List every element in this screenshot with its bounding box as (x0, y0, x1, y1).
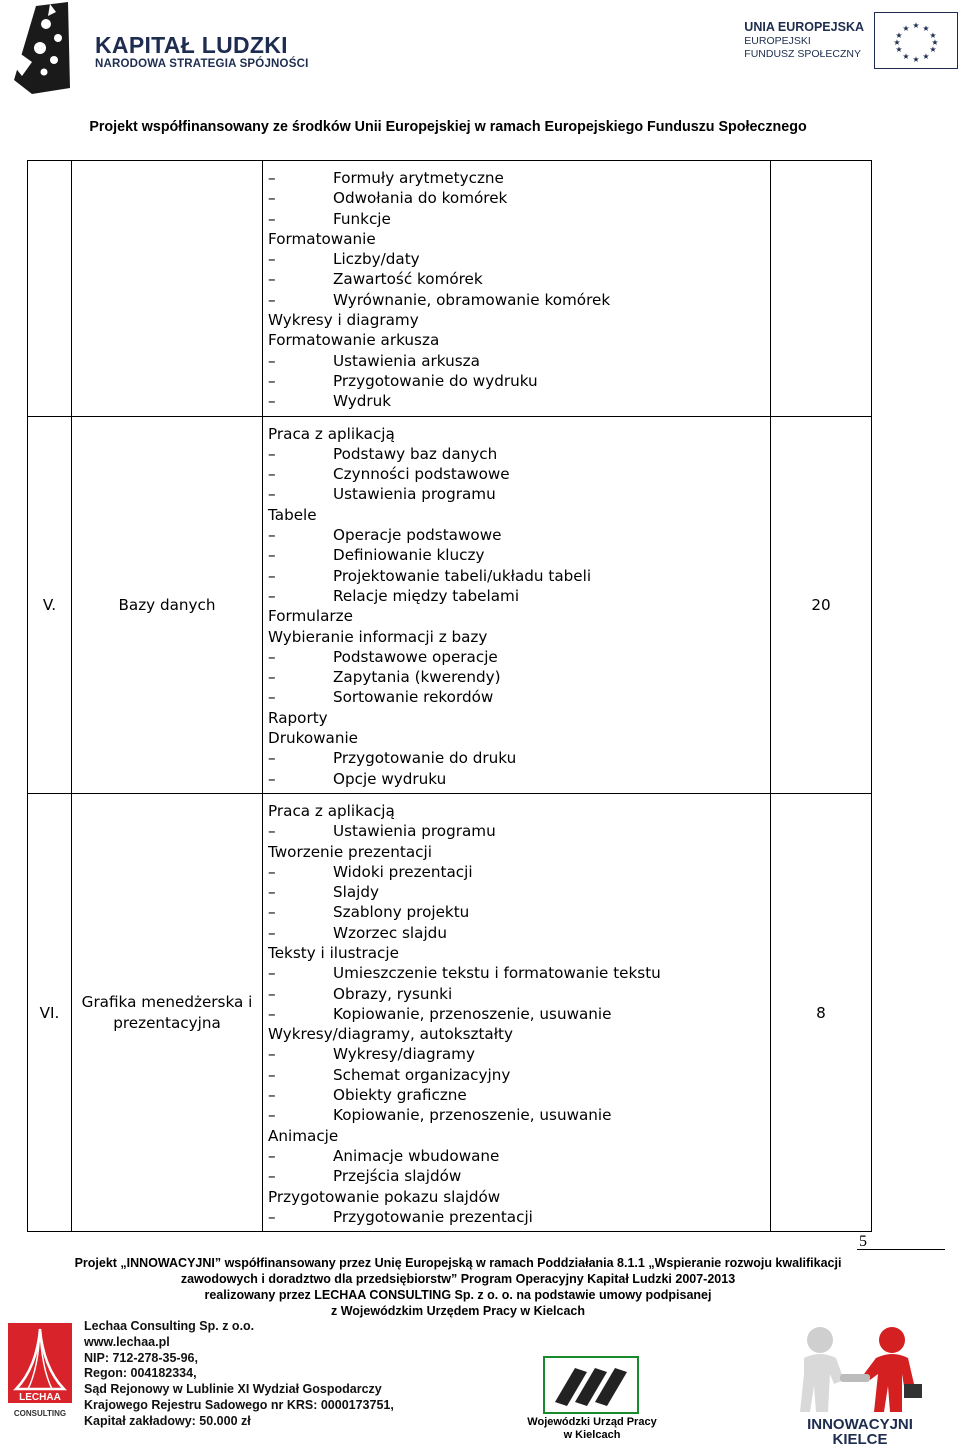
topic-text: Relacje między tabelami (333, 586, 520, 605)
topic-text: Odwołania do komórek (333, 189, 508, 208)
dash-bullet: – (268, 688, 276, 707)
topic-text: Liczby/daty (333, 250, 420, 269)
topic-text: Przygotowanie pokazu slajdów (268, 1187, 501, 1206)
wup-logo (524, 1354, 660, 1444)
topic-subitem (268, 525, 770, 545)
topic-subitem (268, 391, 770, 411)
topic-heading (268, 424, 770, 444)
topic-subitem (268, 862, 770, 882)
company-info-line: Krajowego Rejestru Sadowego nr KRS: 0000173751, (84, 1397, 394, 1412)
kapital-ludzki-logo (10, 2, 72, 94)
topic-subitem (268, 566, 770, 586)
innowacyjni-label-line1: INNOWACYJNI (807, 1416, 913, 1433)
module-number: VI. (28, 793, 72, 1231)
wup-label-line2: w Kielcach (563, 1428, 621, 1441)
dash-bullet: – (268, 270, 276, 289)
lechaa-logo-text: LECHAA (19, 1392, 61, 1403)
svg-text:★: ★ (912, 54, 920, 63)
kapital-ludzki-emblem-icon (10, 2, 72, 94)
svg-text:★: ★ (895, 30, 903, 40)
dash-bullet: – (268, 769, 276, 788)
dash-bullet: – (268, 209, 276, 228)
topic-subitem (268, 209, 770, 229)
topic-heading (268, 330, 770, 350)
module-topics (263, 793, 771, 1231)
topic-subitem (268, 1004, 770, 1024)
innowacyjni-label (790, 1417, 930, 1447)
dash-bullet: – (268, 964, 276, 983)
table-row (28, 416, 872, 793)
topic-text: Opcje wydruku (333, 769, 447, 788)
svg-text:★: ★ (895, 44, 903, 54)
dash-bullet: – (268, 546, 276, 565)
dash-bullet: – (268, 668, 276, 687)
topic-subitem (268, 444, 770, 464)
topic-heading (268, 708, 770, 728)
project-info-line: Projekt „INNOWACYJNI” współfinansowany przez Unię Europejską w ramach Poddziałania 8.1.1 „Wspieranie rozwoju kwalifikacji (74, 1256, 842, 1270)
project-info (30, 1255, 886, 1319)
eu-stars-icon (886, 19, 946, 63)
topic-subitem (268, 687, 770, 707)
topic-subitem (268, 351, 770, 371)
topic-text: Widoki prezentacji (333, 862, 473, 881)
topic-text: Formularze (268, 607, 353, 626)
dash-bullet: – (268, 586, 276, 605)
svg-text:★: ★ (902, 51, 910, 61)
topic-subitem (268, 1085, 770, 1105)
topic-text: Obrazy, rysunki (333, 984, 453, 1003)
topic-subitem (268, 1166, 770, 1186)
dash-bullet: – (268, 566, 276, 585)
dash-bullet: – (268, 351, 276, 370)
topic-subitem (268, 1044, 770, 1064)
topic-text: Projektowanie tabeli/układu tabeli (333, 566, 592, 585)
topic-text: Praca z aplikacją (268, 424, 395, 443)
table-row (28, 161, 872, 417)
project-info-line: realizowany przez LECHAA CONSULTING Sp. z o. o. na podstawie umowy podpisanej (204, 1288, 712, 1302)
topic-text: Umieszczenie tekstu i formatowanie tekstu (333, 964, 661, 983)
topic-text: Wybieranie informacji z bazy (268, 627, 488, 646)
dash-bullet: – (268, 1004, 276, 1023)
topic-subitem (268, 484, 770, 504)
svg-text:★: ★ (912, 20, 920, 30)
topic-subitem (268, 647, 770, 667)
topic-text: Szablony projektu (333, 903, 470, 922)
topic-text: Ustawienia programu (333, 485, 496, 504)
company-info-line: Sąd Rejonowy w Lublinie XI Wydział Gospodarczy (84, 1382, 382, 1397)
innowacyjni-label-line2: KIELCE (832, 1431, 888, 1448)
topic-text: Przygotowanie do druku (333, 749, 517, 768)
topic-text: Przygotowanie prezentacji (333, 1207, 533, 1226)
topic-text: Podstawy baz danych (333, 444, 498, 463)
topic-text: Przygotowanie do wydruku (333, 371, 538, 390)
module-name (72, 161, 263, 417)
topic-subitem (268, 882, 770, 902)
dash-bullet: – (268, 1146, 276, 1165)
wup-label (524, 1416, 660, 1441)
eu-label-line2: EUROPEJSKI (744, 35, 811, 47)
topic-text: Podstawowe operacje (333, 647, 498, 666)
topic-subitem (268, 984, 770, 1004)
topic-heading (268, 1024, 770, 1044)
topic-subitem (268, 748, 770, 768)
topic-subitem (268, 290, 770, 310)
topic-text: Wykresy/diagramy (333, 1045, 475, 1064)
wup-label-line1: Wojewódzki Urząd Pracy (527, 1416, 657, 1428)
lechaa-tower-icon (8, 1323, 72, 1419)
dash-bullet: – (268, 1065, 276, 1084)
topic-heading (268, 1187, 770, 1207)
dash-bullet: – (268, 749, 276, 768)
topic-text: Praca z aplikacją (268, 801, 395, 820)
topic-text: Wykresy i diagramy (268, 311, 419, 330)
topic-subitem (268, 371, 770, 391)
module-hours: 8 (771, 793, 872, 1231)
eu-flag (874, 12, 958, 69)
topic-text: Wzorzec slajdu (333, 923, 447, 942)
svg-text:★: ★ (929, 44, 937, 54)
topic-text: Zapytania (kwerendy) (333, 668, 501, 687)
dash-bullet: – (268, 923, 276, 942)
topic-subitem (268, 249, 770, 269)
topic-text: Zawartość komórek (333, 270, 483, 289)
course-program-table (27, 160, 872, 1232)
company-info-line: NIP: 712-278-35-96, (84, 1350, 198, 1365)
dash-bullet: – (268, 1106, 276, 1125)
wup-emblem (543, 1356, 639, 1414)
dash-bullet: – (268, 1207, 276, 1226)
module-name: Bazy danych (72, 416, 263, 793)
topic-heading (268, 229, 770, 249)
svg-text:★: ★ (931, 37, 939, 47)
topic-subitem (268, 188, 770, 208)
topic-text: Kopiowanie, przenoszenie, usuwanie (333, 1004, 612, 1023)
module-topics (263, 161, 771, 417)
topic-text: Funkcje (333, 209, 391, 228)
topic-text: Formatowanie arkusza (268, 331, 440, 350)
svg-text:★: ★ (929, 30, 937, 40)
topic-subitem (268, 1207, 770, 1227)
company-info-line: www.lechaa.pl (84, 1334, 170, 1349)
topic-text: Sortowanie rekordów (333, 688, 494, 707)
topic-text: Czynności podstawowe (333, 465, 510, 484)
topic-subitem (268, 821, 770, 841)
dash-bullet: – (268, 1086, 276, 1105)
topic-text: Wydruk (333, 392, 392, 411)
kapital-ludzki-subtitle: NARODOWA STRATEGIA SPÓJNOŚCI (95, 58, 309, 70)
project-info-line: z Wojewódzkim Urzędem Pracy w Kielcach (330, 1304, 586, 1318)
dash-bullet: – (268, 984, 276, 1003)
dash-bullet: – (268, 250, 276, 269)
eu-label (744, 20, 864, 61)
dash-bullet: – (268, 465, 276, 484)
topic-heading (268, 310, 770, 330)
topic-heading (268, 943, 770, 963)
topic-subitem (268, 269, 770, 289)
dash-bullet: – (268, 862, 276, 881)
topic-text: Ustawienia arkusza (333, 351, 480, 370)
topic-subitem (268, 1146, 770, 1166)
topic-text: Teksty i ilustracje (268, 943, 399, 962)
topic-subitem (268, 586, 770, 606)
topic-text: Animacje wbudowane (333, 1146, 500, 1165)
dash-bullet: – (268, 290, 276, 309)
topic-text: Slajdy (333, 883, 380, 902)
topic-heading (268, 842, 770, 862)
topic-subitem (268, 902, 770, 922)
module-topics (263, 416, 771, 793)
dash-bullet: – (268, 903, 276, 922)
wup-cards-icon (545, 1358, 636, 1411)
topic-subitem (268, 545, 770, 565)
topic-heading (268, 505, 770, 525)
dash-bullet: – (268, 371, 276, 390)
dash-bullet: – (268, 1167, 276, 1186)
dash-bullet: – (268, 883, 276, 902)
dash-bullet: – (268, 189, 276, 208)
topic-heading (268, 606, 770, 626)
topic-text: Animacje (268, 1126, 339, 1145)
topic-subitem (268, 464, 770, 484)
topic-text: Formatowanie (268, 229, 376, 248)
dash-bullet: – (268, 822, 276, 841)
topic-subitem (268, 963, 770, 983)
topic-subitem (268, 168, 770, 188)
topic-text: Obiekty graficzne (333, 1086, 467, 1105)
topic-heading (268, 728, 770, 748)
topic-subitem (268, 923, 770, 943)
company-info-line: Regon: 004182334, (84, 1366, 197, 1381)
svg-text:★: ★ (922, 51, 930, 61)
page-header (0, 0, 960, 150)
topic-text: Operacje podstawowe (333, 526, 502, 545)
topic-text: Ustawienia programu (333, 822, 496, 841)
dash-bullet: – (268, 485, 276, 504)
dash-bullet: – (268, 526, 276, 545)
kapital-ludzki-title: KAPITAŁ LUDZKI (95, 32, 288, 58)
topic-subitem (268, 1065, 770, 1085)
dash-bullet: – (268, 392, 276, 411)
module-number: V. (28, 416, 72, 793)
topic-subitem (268, 1105, 770, 1125)
topic-text: Drukowanie (268, 729, 359, 748)
module-number (28, 161, 72, 417)
topic-heading (268, 801, 770, 821)
cofinancing-note: Projekt współfinansowany ze środków Unii Europejskiej w ramach Europejskiego Funduszu Społecznego (89, 119, 807, 135)
dash-bullet: – (268, 647, 276, 666)
module-name: Grafika menedżerska i prezentacyjna (72, 793, 263, 1231)
company-info-line: Kapitał zakładowy: 50.000 zł (84, 1413, 251, 1428)
company-info (84, 1319, 394, 1430)
lechaa-logo-subtext: CONSULTING (13, 1409, 67, 1418)
lechaa-logo (8, 1323, 72, 1419)
topic-text: Tworzenie prezentacji (268, 842, 432, 861)
innowacyjni-logo (790, 1324, 930, 1448)
module-hours: 20 (771, 416, 872, 793)
dash-bullet: – (268, 169, 276, 187)
eu-label-line3: FUNDUSZ SPOŁECZNY (744, 48, 861, 60)
table-row (28, 793, 872, 1231)
topic-text: Wykresy/diagramy, autokształty (268, 1025, 513, 1044)
project-info-line: zawodowych i doradztwo dla przedsiębiorstw” Program Operacyjny Kapitał Ludzki 2007-2013 (180, 1272, 736, 1286)
company-info-line: Lechaa Consulting Sp. z o.o. (84, 1319, 255, 1333)
handshake-figures-icon (790, 1324, 930, 1416)
module-hours (771, 161, 872, 417)
page-number-rule (857, 1249, 945, 1250)
topic-text: Tabele (268, 505, 317, 524)
svg-text:★: ★ (902, 23, 910, 33)
topic-text: Definiowanie kluczy (333, 546, 485, 565)
topic-heading (268, 1126, 770, 1146)
eu-label-line1: UNIA EUROPEJSKA (744, 20, 864, 34)
topic-text: Raporty (268, 708, 328, 727)
topic-subitem (268, 667, 770, 687)
page-number: 5 (859, 1233, 867, 1250)
topic-heading (268, 627, 770, 647)
topic-text: Schemat organizacyjny (333, 1065, 511, 1084)
topic-text: Wyrównanie, obramowanie komórek (333, 290, 611, 309)
topic-text: Formuły arytmetyczne (333, 169, 504, 187)
svg-text:★: ★ (922, 23, 930, 33)
topic-text: Przejścia slajdów (333, 1167, 462, 1186)
svg-text:★: ★ (893, 37, 901, 47)
dash-bullet: – (268, 1045, 276, 1064)
topic-text: Kopiowanie, przenoszenie, usuwanie (333, 1106, 612, 1125)
topic-subitem (268, 769, 770, 789)
dash-bullet: – (268, 444, 276, 463)
